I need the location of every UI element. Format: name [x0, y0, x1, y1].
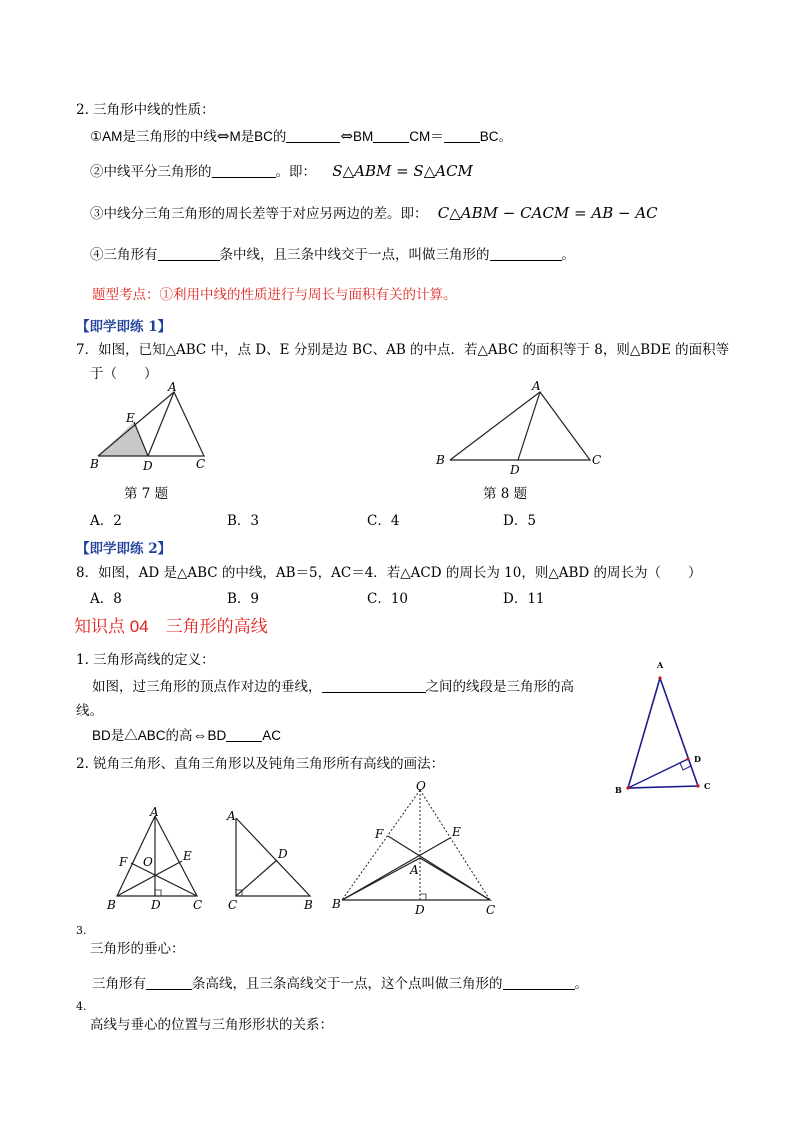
label-d: D — [415, 903, 425, 917]
label-e: E — [183, 849, 192, 863]
median-property-4 — [90, 243, 575, 263]
label-o: O — [416, 779, 426, 793]
triangle-abc — [450, 392, 590, 460]
median-ad — [148, 392, 174, 456]
label-c: C — [193, 898, 203, 912]
altitude-iff-text: BD是△ABC的高 — [92, 728, 193, 743]
label-c: C — [592, 453, 602, 467]
label-a: A — [532, 379, 541, 393]
definition-text-a: 如图，过三角形的顶点作对边的垂线， — [92, 679, 322, 695]
figure-7 — [88, 382, 218, 472]
median-property-2 — [90, 160, 473, 180]
iff-icon: ⇔ — [340, 127, 354, 145]
label-a: A — [150, 805, 159, 819]
altitude-iff-text-b: BD — [207, 728, 227, 743]
blank-field[interactable] — [146, 975, 192, 990]
altitude-be — [342, 838, 450, 900]
altitude-drawing-title: 2. 锐角三角形、直角三角形以及钝角三角形所有高线的画法： — [76, 756, 445, 772]
altitude-cf — [131, 863, 197, 896]
option-b[interactable]: B．3 — [227, 513, 260, 529]
figure-8 — [430, 378, 610, 478]
exercise-tag-1: 【即学即练 1】 — [76, 319, 172, 335]
orthocenter-text — [92, 972, 588, 992]
acute-triangle-figure — [105, 805, 210, 913]
label-e: E — [452, 825, 461, 839]
median-line1-text-c: BM — [353, 129, 374, 144]
median-line1-text-d: CM＝ — [409, 129, 444, 144]
median-property-3 — [90, 202, 658, 222]
question-8: 8．如图，AD 是△ABC 的中线，AB＝5，AC＝4．若△ACD 的周长为 10，则△ABD 的周长为（ ） — [76, 565, 702, 581]
option-c[interactable]: C．10 — [367, 591, 409, 607]
label-f: F — [119, 855, 128, 869]
definition-text-b: 之间的线段是三角形的高 — [425, 679, 574, 695]
figure-8-caption: 第 8 题 — [483, 486, 528, 502]
label-b: B — [90, 457, 99, 471]
obtuse-triangle-figure — [330, 778, 510, 918]
blank-field[interactable] — [373, 128, 409, 143]
label-c: C — [228, 898, 238, 912]
median-line1-text-e: BC。 — [479, 129, 513, 144]
figure-7-caption: 第 7 题 — [124, 486, 169, 502]
exercise-tag-2: 【即学即练 2】 — [76, 541, 172, 557]
extension-co — [420, 790, 490, 900]
option-d[interactable]: D．5 — [503, 513, 536, 529]
option-b[interactable]: B．9 — [227, 591, 260, 607]
altitude-figure — [610, 658, 720, 798]
definition-text-c: 线。 — [76, 703, 103, 719]
altitude-iff-line — [92, 724, 281, 744]
option-a[interactable]: A．2 — [90, 513, 122, 529]
right-triangle-figure — [222, 808, 322, 913]
altitude-shape-relation-title: 高线与垂心的位置与三角形形状的关系： — [90, 1017, 333, 1033]
vertex-point — [686, 757, 689, 760]
label-d: D — [278, 847, 288, 861]
section-title-median: 2. 三角形中线的性质： — [76, 102, 215, 118]
median-line4-text-b: 条中线，且三条中线交于一点，叫做三角形的 — [219, 247, 490, 263]
altitude-cf — [388, 836, 490, 900]
triangle-abc — [236, 818, 310, 896]
blank-field[interactable] — [322, 678, 426, 693]
median-line1-text-b: M是BC的 — [229, 129, 287, 144]
right-angle-mark — [680, 763, 691, 770]
median-ad — [518, 392, 540, 460]
label-c: C — [486, 903, 496, 917]
label-d: D — [143, 459, 153, 473]
vertex-point — [626, 786, 629, 789]
label-d: D — [510, 463, 520, 477]
option-a[interactable]: A．8 — [90, 591, 122, 607]
question-7-line2: 于（ ） — [90, 366, 158, 382]
label-e: E — [126, 411, 135, 425]
right-angle-mark — [155, 890, 161, 896]
blank-field[interactable] — [503, 975, 575, 990]
area-equation: S△ABM = S△ACM — [332, 162, 473, 180]
iff-icon: ⇔ — [192, 727, 208, 744]
label-d: D — [694, 754, 701, 764]
knowledge-point-heading: 知识点 04 三角形的高线 — [74, 617, 268, 636]
label-c: C — [196, 457, 206, 471]
label-b: B — [304, 898, 313, 912]
median-line4-text-c: 。 — [561, 247, 575, 263]
blank-field[interactable] — [286, 128, 340, 143]
blank-field[interactable] — [158, 246, 220, 261]
altitude-definition-title: 1. 三角形高线的定义： — [76, 652, 215, 668]
blank-field[interactable] — [444, 128, 480, 143]
option-d[interactable]: D．11 — [503, 591, 545, 607]
label-a: A — [227, 809, 236, 823]
label-b: B — [107, 898, 116, 912]
altitude-definition-text — [92, 675, 574, 695]
median-line3-text: ③中线分三角三角形的周长差等于对应另两边的差。即： — [90, 206, 428, 222]
label-a: A — [657, 660, 664, 670]
median-line4-text: ④三角形有 — [90, 247, 158, 263]
blank-field[interactable] — [212, 163, 276, 178]
section-4-number: 4. — [76, 1000, 87, 1013]
blank-field[interactable] — [490, 246, 562, 261]
question-7-line1: 7．如图，已知△ABC 中，点 D、E 分别是边 BC、AB 的中点．若△ABC 的面积等于 8，则△BDE 的面积等 — [76, 342, 730, 358]
perimeter-equation: C△ABM − CACM = AB − AC — [437, 204, 658, 222]
label-b: B — [615, 785, 622, 795]
label-a: A — [168, 380, 177, 394]
median-line2-text: ②中线平分三角形的 — [90, 164, 212, 180]
label-b: B — [332, 897, 341, 911]
label-c: C — [704, 781, 711, 791]
median-line2-text-b: 。即： — [275, 164, 316, 180]
altitude-iff-text-c: AC — [262, 728, 282, 743]
median-line1-text: ①AM是三角形的中线 — [90, 129, 217, 144]
right-angle-mark — [420, 894, 426, 900]
label-o: O — [143, 855, 153, 869]
median-property-1 — [90, 125, 512, 145]
question-type-note: 题型考点：①利用中线的性质进行与周长与面积有关的计算。 — [92, 287, 457, 303]
option-c[interactable]: C．4 — [367, 513, 400, 529]
label-b: B — [436, 453, 445, 467]
vertex-point — [658, 676, 661, 679]
blank-field[interactable] — [226, 727, 262, 742]
section-3-number: 3. — [76, 924, 87, 937]
altitude-bd — [628, 759, 688, 788]
label-f: F — [375, 827, 384, 841]
label-d: D — [151, 898, 161, 912]
label-a: A — [410, 863, 419, 877]
vertex-point — [696, 784, 699, 787]
extension-bo — [342, 790, 420, 900]
orthocenter-text-a: 三角形有 — [92, 976, 146, 992]
orthocenter-text-b: 条高线，且三条高线交于一点，这个点叫做三角形的 — [192, 976, 503, 992]
orthocenter-text-c: 。 — [574, 976, 588, 992]
orthocenter-title: 三角形的垂心： — [90, 941, 185, 957]
iff-icon: ⇔ — [216, 127, 230, 145]
